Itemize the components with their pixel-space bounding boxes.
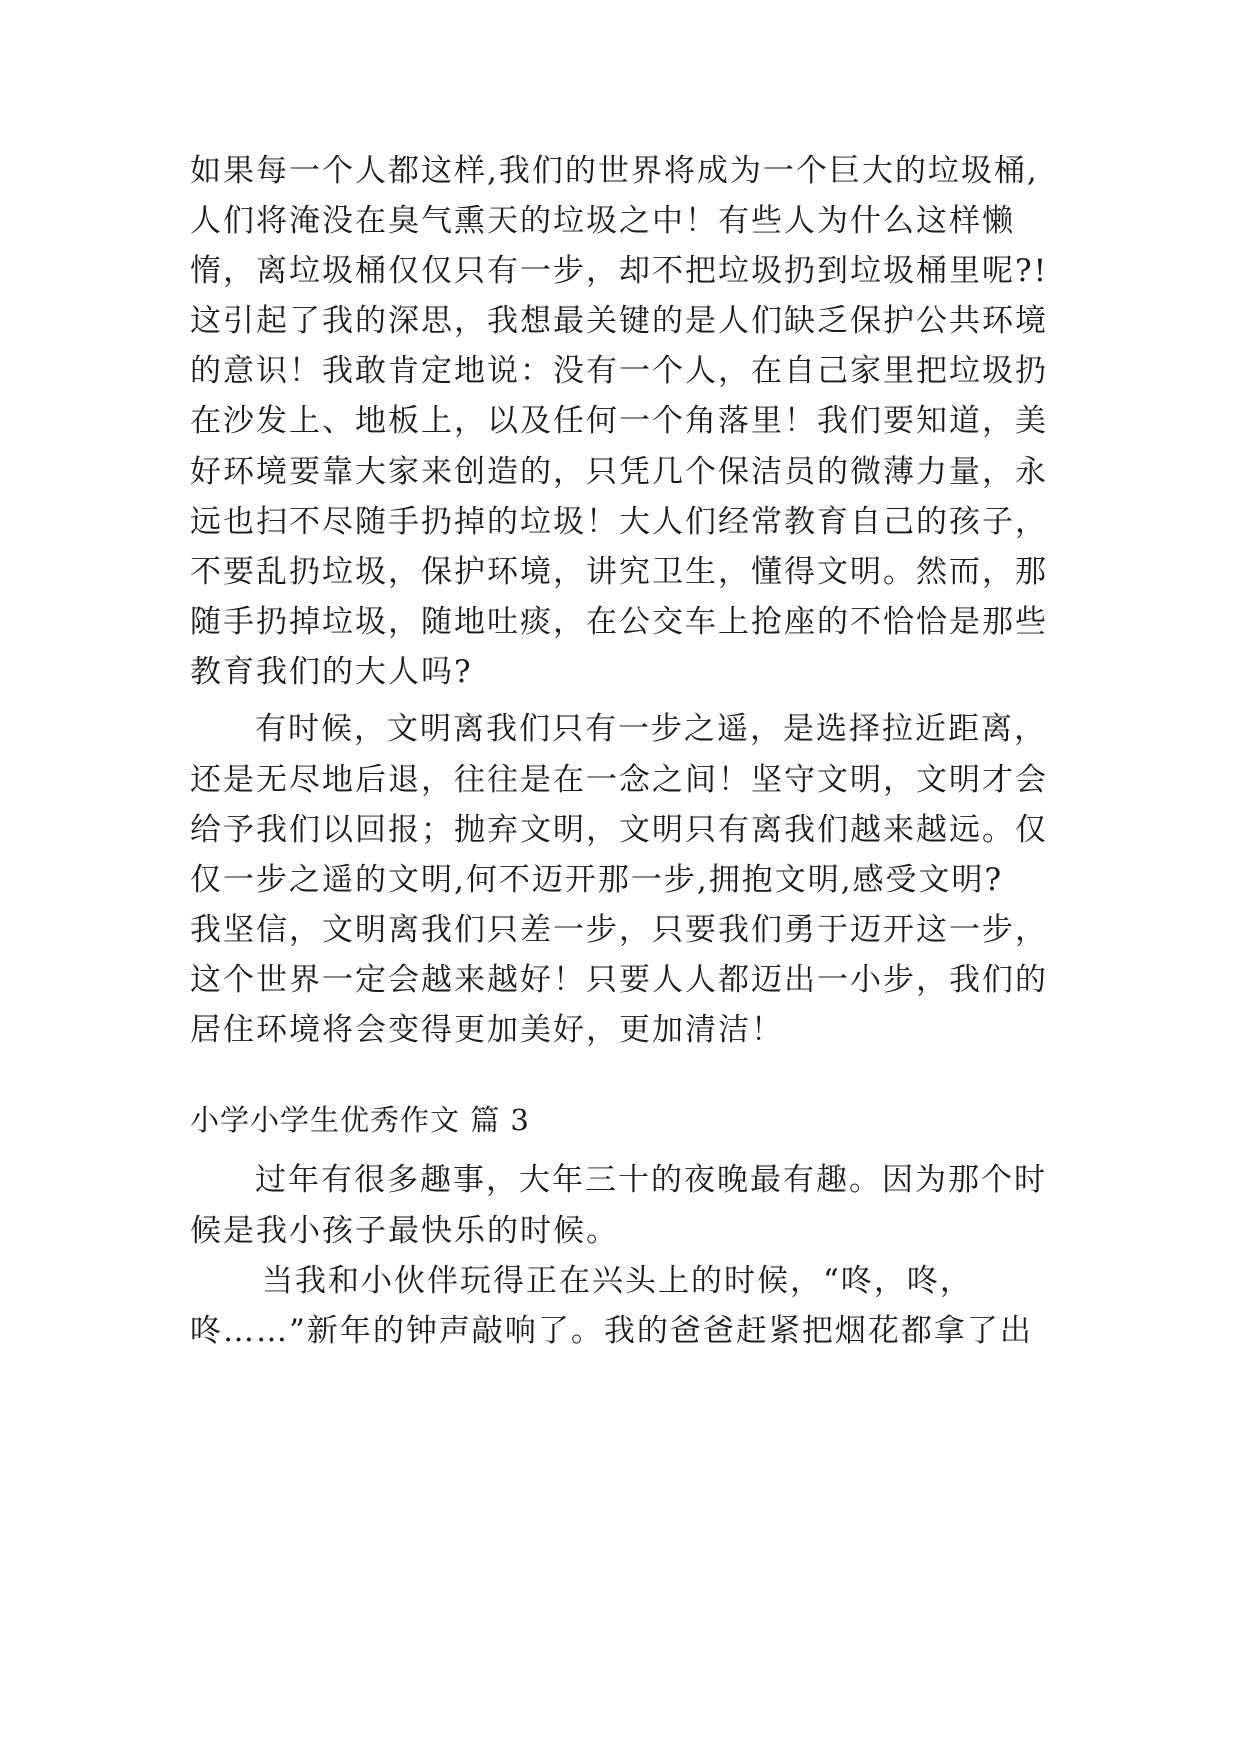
paragraph-3-line-1: 过年有很多趣事，大年三十的夜晚最有趣。因为那个时	[255, 1162, 1047, 1198]
paragraph-2-line-6: 这个世界一定会越来越好！只要人人都迈出一小步，我们的	[190, 962, 1048, 998]
paragraph-3-line-2: 候是我小孩子最快乐的时候。	[190, 1213, 619, 1249]
paragraph-1-line-5: 的意识！我敢肯定地说：没有一个人，在自己家里把垃圾扔	[190, 353, 1048, 389]
paragraph-1-line-11: 教育我们的大人吗?	[190, 654, 473, 690]
paragraph-4-line-1: 当我和小伙伴玩得正在兴头上的时候，“咚，咚，	[262, 1263, 973, 1299]
paragraph-1-line-4: 这引起了我的深思，我想最关键的是人们缺乏保护公共环境	[190, 303, 1048, 339]
paragraph-1-line-8: 远也扫不尽随手扔掉的垃圾！大人们经常教育自己的孩子，	[190, 504, 1048, 540]
paragraph-1-line-3: 惰，离垃圾桶仅仅只有一步，却不把垃圾扔到垃圾桶里呢?!	[190, 253, 1049, 289]
paragraph-4-line-2: 咚……”新年的钟声敲响了。我的爸爸赶紧把烟花都拿了出	[190, 1313, 1033, 1349]
paragraph-1-line-7: 好环境要靠大家来创造的，只凭几个保洁员的微薄力量，永	[190, 454, 1048, 490]
paragraph-2-line-2: 还是无尽地后退，往往是在一念之间！坚守文明，文明才会	[190, 762, 1048, 798]
paragraph-1-line-9: 不要乱扔垃圾，保护环境，讲究卫生，懂得文明。然而，那	[190, 554, 1048, 590]
section-heading: 小学小学生优秀作文 篇 3	[190, 1103, 530, 1137]
paragraph-1-line-2: 人们将淹没在臭气熏天的垃圾之中！有些人为什么这样懒	[190, 203, 1015, 239]
paragraph-2-line-7: 居住环境将会变得更加美好，更加清洁！	[190, 1012, 784, 1048]
paragraph-2-line-3: 给予我们以回报；抛弃文明，文明只有离我们越来越远。仅	[190, 812, 1048, 848]
paragraph-2-line-5: 我坚信，文明离我们只差一步，只要我们勇于迈开这一步，	[190, 912, 1048, 948]
paragraph-2-line-4: 仅一步之遥的文明,何不迈开那一步,拥抱文明,感受文明?	[190, 862, 1004, 898]
paragraph-2-line-1: 有时候，文明离我们只有一步之遥，是选择拉近距离，	[255, 711, 1047, 747]
paragraph-1-line-6: 在沙发上、地板上，以及任何一个角落里！我们要知道，美	[190, 403, 1048, 439]
paragraph-1-line-1: 如果每一个人都这样,我们的世界将成为一个巨大的垃圾桶,	[190, 153, 1039, 189]
paragraph-1-line-10: 随手扔掉垃圾，随地吐痰，在公交车上抢座的不恰恰是那些	[190, 604, 1048, 640]
